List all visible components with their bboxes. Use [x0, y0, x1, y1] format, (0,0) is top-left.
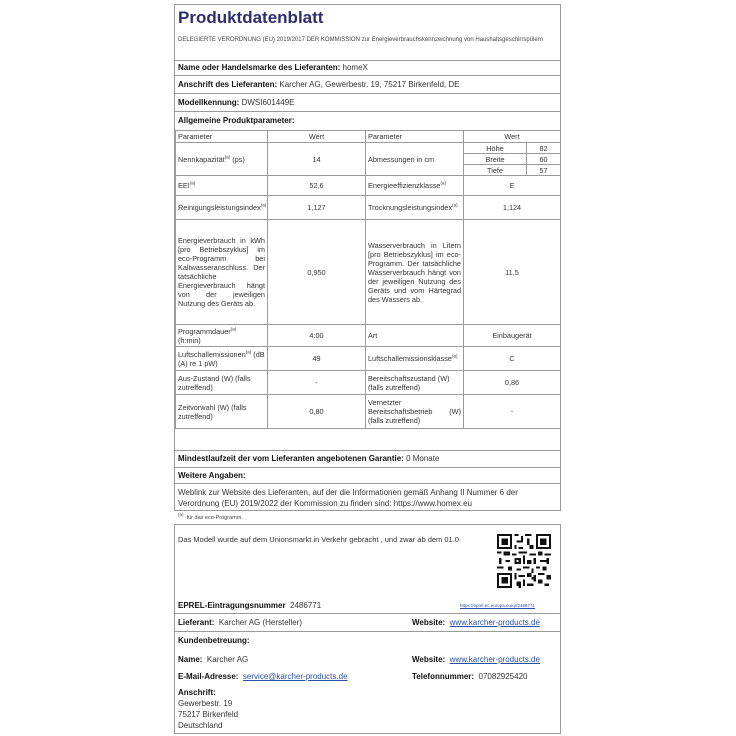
dim-value: 82 [527, 143, 561, 154]
supplier-address-row [175, 75, 560, 93]
param-label: Abmessungen in cm [366, 143, 464, 176]
qr-code[interactable] [497, 534, 551, 588]
supplier-name-label: Name oder Handelsmarke des Lieferanten: [178, 63, 341, 72]
table-header-row [176, 131, 561, 143]
eprel-card [174, 524, 561, 734]
warranty-label: Mindestlaufzeit der vom Lieferanten angebotenen Garantie: [178, 454, 404, 463]
col-header-value: Wert [464, 131, 561, 143]
param-value: 4:00 [268, 325, 366, 347]
table-row [176, 325, 561, 347]
param-label: Bereitschaftszustand (W) (falls zutreffend) [366, 371, 464, 395]
param-value: 52,6 [268, 176, 366, 196]
general-params-heading: Allgemeine Produktparameter: [178, 116, 295, 125]
address-heading: Anschrift: [178, 688, 216, 697]
customer-service-heading: Kundenbetreuung: [178, 636, 250, 645]
supplier-value: Karcher AG (Hersteller) [218, 618, 303, 627]
eprel-line [178, 601, 321, 610]
dim-value: 57 [539, 165, 548, 175]
table-row [176, 196, 561, 220]
param-label: Aus-Zustand (W) (falls zutreffend) [176, 371, 268, 395]
table-row [176, 371, 561, 395]
table-row [176, 143, 561, 176]
dim-value: 60 [527, 154, 561, 165]
table-row [176, 176, 561, 196]
weblink-row [175, 483, 560, 511]
supplier-name-value: homeX [342, 63, 368, 72]
website-link[interactable]: www.karcher-products.de [449, 618, 540, 627]
param-label: Nennkapazität$^{(a)}$ (ps) [176, 143, 268, 176]
table-row [176, 347, 561, 371]
parameter-table [175, 130, 561, 429]
further-info-heading: Weitere Angaben: [178, 471, 246, 480]
weblink-url[interactable]: https://www.homex.eu [393, 499, 472, 508]
dimensions-cell [464, 143, 561, 176]
col-header-value: Wert [268, 131, 366, 143]
param-value: 11,5 [464, 220, 561, 325]
model-value: DWSI601449E [241, 98, 295, 107]
param-value: Einbaugerät [464, 325, 561, 347]
param-label: Reinigungsleistungsindex$^{(a)}$ [176, 196, 268, 220]
service-website-label: Website: [412, 655, 446, 664]
address-line: Deutschland [178, 721, 223, 730]
param-label: Energieverbrauch in kWh [pro Betriebszyklus] im eco-Programm bei Kaltwasseranschluss. Der tatsächliche Energieverbrauch hängt von der jeweiligen Nutzung des Geräts ab. [176, 220, 268, 325]
param-value: - [464, 395, 561, 429]
param-value: 1,127 [268, 196, 366, 220]
regulation-subtitle: DELEGIERTE VERORDNUNG (EU) 2019/2017 DER KOMMISSION zur Energieverbrauchskennzeichnung von Haushaltsgeschirrspülern [178, 37, 544, 43]
weblink-text: Weblink zur Website des Lieferanten, auf der die Informationen gemäß Anhang II Nummer 6 der Verordnung (EU) 2019/2022 der Kommission zu finden sind: [178, 488, 518, 508]
col-header-param: Parameter [366, 131, 464, 143]
param-label: EEI$^{(a)}$ [176, 176, 268, 196]
param-label: Energieeffizienzklasse$^{(a)}$ [366, 176, 464, 196]
phone-value: 07082925420 [478, 672, 528, 681]
param-label: Trocknungsleistungsindex$^{(a)}$ [366, 196, 464, 220]
dim-label: Breite [464, 154, 527, 165]
model-label: Modellkennung: [178, 98, 240, 107]
eprel-label: EPREL-Eintragungsnummer [178, 601, 286, 610]
param-label: Art [366, 325, 464, 347]
warranty-row [175, 450, 560, 467]
param-value: - [268, 371, 366, 395]
table-row [176, 220, 561, 325]
col-header-param: Parameter [176, 131, 268, 143]
param-value: E [464, 176, 561, 196]
phone-label: Telefonnummer: [412, 672, 475, 681]
warranty-value: 0 Monate [406, 454, 440, 463]
param-value: 0,86 [464, 371, 561, 395]
phone-line [412, 672, 527, 681]
email-label: E-Mail-Adresse: [178, 672, 239, 681]
param-value: 49 [268, 347, 366, 371]
supplier-line [178, 618, 302, 627]
address-line: 75217 Birkenfeld [178, 710, 239, 719]
param-label: Vernetzter Bereitschaftsbetrieb (W) (falls zutreffend) [366, 395, 464, 429]
dim-label: Tiefe [464, 165, 527, 176]
page-title: Produktdatenblatt [178, 8, 324, 27]
param-label: Zeitvorwahl (W) (falls zutreffend) [176, 395, 268, 429]
address-line: Gewerbestr. 19 [178, 699, 233, 708]
divider [175, 613, 560, 614]
param-label: Luftschallemissionen$^{(a)}$ (dB (A) re 1 pW) [176, 347, 268, 371]
service-name-line [178, 655, 248, 664]
further-info-row [175, 467, 560, 483]
param-label: Wasserverbrauch in Litern [pro Betriebszyklus] im eco-Programm. Der tatsächliche Wasserverbrauch hängt von der jeweiligen Nutzung des Geräts und vom Härtegrad des Wassers ab. [366, 220, 464, 325]
supplier-address-value: Karcher AG, Gewerbestr. 19, 75217 Birkenfeld, DE [279, 80, 460, 89]
eprel-number: 2486771 [290, 601, 322, 610]
website-label: Website: [412, 618, 446, 627]
supplier-address-label: Anschrift des Lieferanten: [178, 80, 278, 89]
param-value: 0,80 [268, 395, 366, 429]
dim-label: Höhe [464, 143, 527, 154]
eprel-link[interactable]: https://eprel.ec.europa.eu/qr/2486771 [460, 603, 536, 608]
service-website-link[interactable]: www.karcher-products.de [449, 655, 540, 664]
table-row [176, 395, 561, 429]
model-row [175, 93, 560, 111]
email-line [178, 672, 348, 681]
supplier-name-row [175, 60, 560, 75]
general-params-row [175, 111, 560, 130]
divider [175, 631, 560, 632]
service-name-label: Name: [178, 655, 203, 664]
footnote: $^{(a)}$ für das eco-Programm. [178, 512, 243, 521]
dimensions-table [464, 143, 560, 175]
email-link[interactable]: service@karcher-products.de [242, 672, 348, 681]
website-line [412, 618, 540, 627]
service-name-value: Karcher AG [206, 655, 249, 664]
param-value: C [464, 347, 561, 371]
param-label: Programmdauer$^{(a)}$ (h:min) [176, 325, 268, 347]
param-label: Luftschallemissionsklasse$^{(a)}$ [366, 347, 464, 371]
param-value: 1,124 [464, 196, 561, 220]
param-value: 14 [268, 143, 366, 176]
market-date-text: Das Modell wurde auf dem Unionsmarkt in Verkehr gebracht , und zwar ab dem 01.0 [178, 535, 459, 544]
param-value: 0,950 [268, 220, 366, 325]
service-website-line [412, 655, 540, 664]
supplier-label: Lieferant: [178, 618, 215, 627]
product-data-sheet [174, 4, 561, 511]
